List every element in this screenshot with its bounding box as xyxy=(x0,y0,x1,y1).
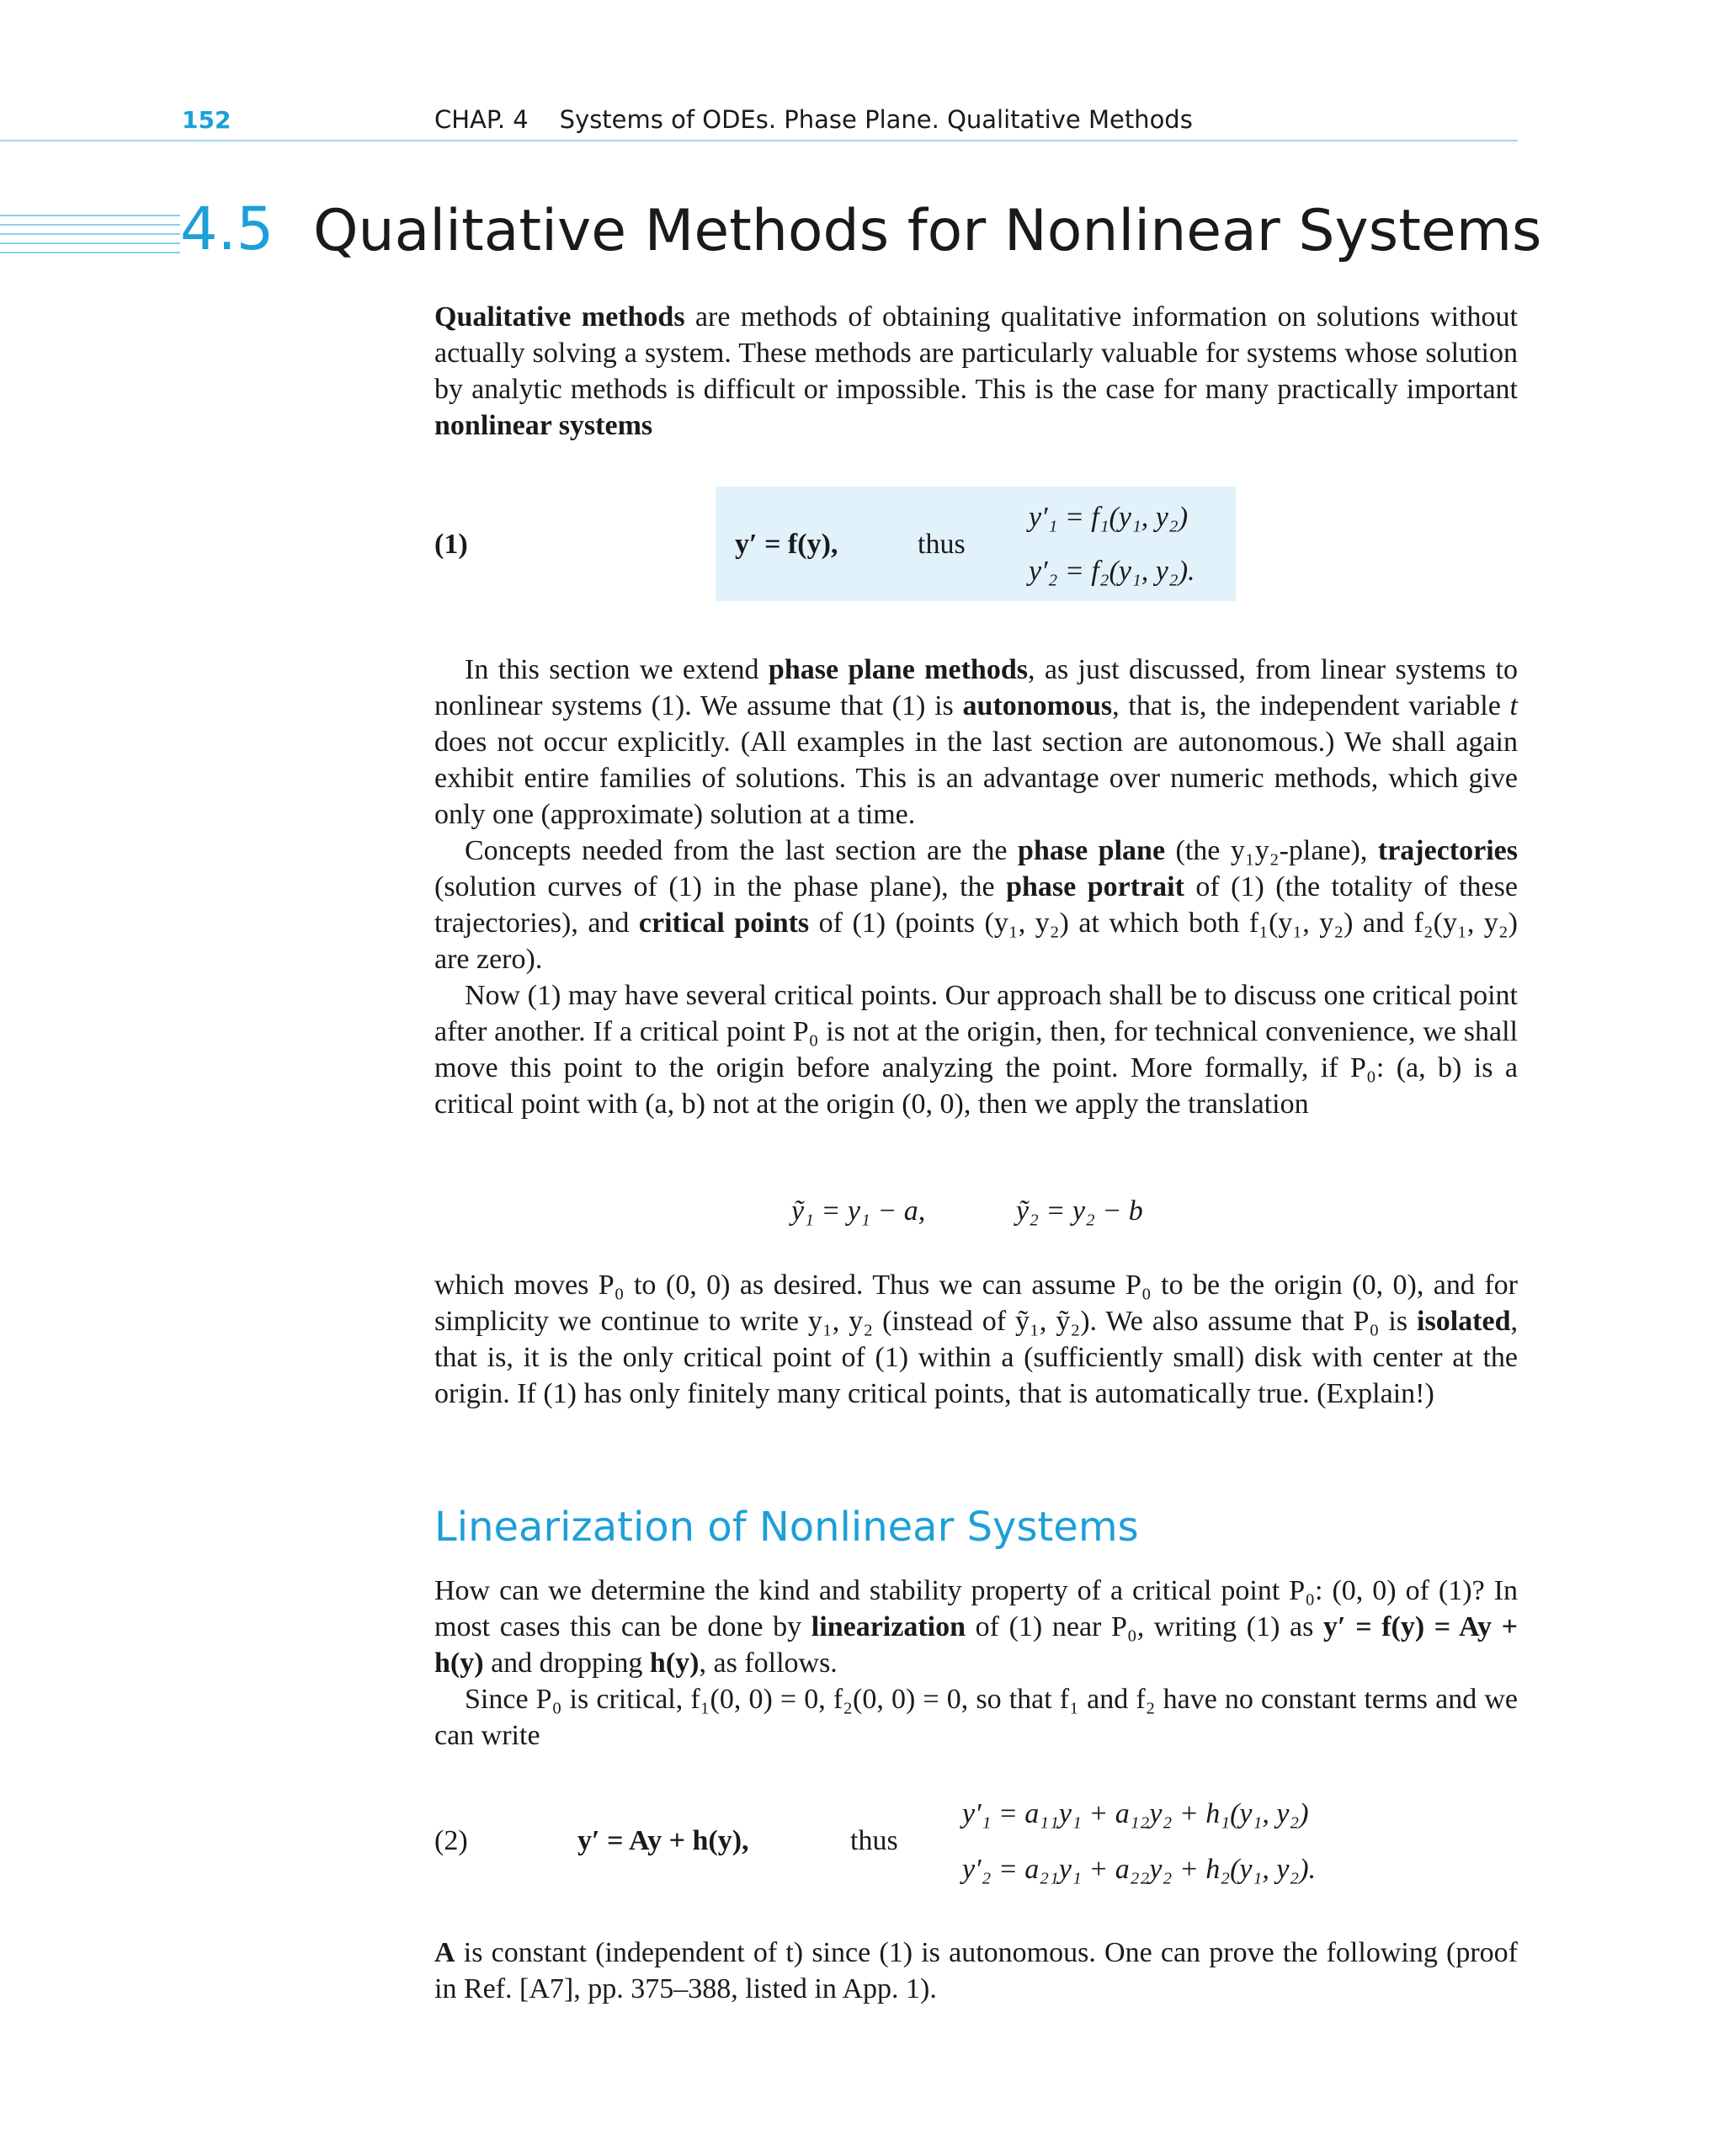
inline-h-y: h(y) xyxy=(649,1648,700,1679)
equation-1-component-1: y′₁ = f₁(y₁, y₂) xyxy=(1029,502,1189,533)
paragraph-phase-plane-methods xyxy=(434,652,1518,833)
p1-text-c: , that is, the independent variable xyxy=(1112,690,1510,721)
term-autonomous: autonomous xyxy=(962,690,1113,721)
intro-paragraph xyxy=(434,299,1518,444)
p1-text-a: In this section we extend xyxy=(465,654,769,685)
p2-text-d: of (1) (the totality of these trajectories), and xyxy=(434,871,1518,939)
term-trajectories: trajectories xyxy=(1377,835,1518,866)
p7-text: is constant (independent of t) since (1) is autonomous. One can prove the following (proof in Ref. [A7], pp. 375–388, listed in App. 1). xyxy=(434,1937,1518,2004)
p4-text-b: , that is, it is the only critical point of (1) within a (sufficiently small) disk with center at the origin. If (1) has only finitely many critical points, that is automatically true. (Explain!) xyxy=(434,1306,1518,1409)
p2-text-a: Concepts needed from the last section are the xyxy=(465,835,1019,866)
equation-1-vector: y′ = f(y), xyxy=(735,529,838,560)
inline-equation: y′ = f(y) = Ay + h(y) xyxy=(434,1611,1518,1679)
p5-text-c: and dropping xyxy=(483,1648,650,1679)
p2-text-c: (solution curves of (1) in the phase plane), the xyxy=(434,871,1007,902)
p2-text-e: of (1) (points (y₁, y₂) at which both f₁(y₁, y₂) and f₂(y₁, y₂) are zero). xyxy=(434,908,1519,975)
equation-2-label: (2) xyxy=(434,1825,468,1856)
section-title: Qualitative Methods for Nonlinear Systems xyxy=(313,198,1542,264)
section-number: 4.5 xyxy=(180,197,280,262)
term-nonlinear-systems: nonlinear systems xyxy=(434,410,653,441)
p2-text-b: (the y₁y₂-plane), xyxy=(1165,835,1378,866)
paragraph-concepts xyxy=(434,833,1518,977)
p5-text-d: , as follows. xyxy=(699,1648,838,1679)
term-phase-plane: phase plane xyxy=(1018,835,1166,866)
p1-text-d: does not occur explicitly. (All examples in the last section are autonomous.) We shall again exhibit entire families of solutions. This is an advantage over numeric methods, which give only one (approximate) solution at a time. xyxy=(434,727,1518,830)
equation-1-component-2: y′₂ = f₂(y₁, y₂). xyxy=(1029,556,1195,587)
paragraph-critical-point-translation: Now (1) may have several critical points. Our approach shall be to discuss one critical point after another. If a critical point P₀ is not at the origin, then, for technical convenience, we shall move this point to the origin before analyzing the point. More formally, if P₀: (a, b) is a critical point with (a, b) not at the origin (0, 0), then we apply the translation xyxy=(434,980,1518,1120)
term-phase-plane-methods: phase plane methods xyxy=(768,654,1028,685)
paragraph-linearization xyxy=(434,1573,1518,1681)
p5-text-a: How can we determine the kind and stability property of a critical point P₀: (0, 0) of (1)? In most cases this can be done by xyxy=(434,1575,1518,1642)
equation-1-label: (1) xyxy=(434,529,468,560)
page-number: 152 xyxy=(182,106,231,134)
header-rule xyxy=(0,140,1518,141)
paragraph-no-constant-terms: Since P₀ is critical, f₁(0, 0) = 0, f₂(0, 0) = 0, so that f₁ and f₂ have no constant terms and we can write xyxy=(434,1684,1518,1751)
equation-2-component-2: y′₂ = a₂₁y₁ + a₂₂y₂ + h₂(y₁, y₂). xyxy=(962,1854,1317,1885)
paragraph-a-constant xyxy=(434,1935,1518,2007)
running-header: CHAP. 4 Systems of ODEs. Phase Plane. Qualitative Methods xyxy=(434,105,1193,134)
p1-text-b: , as just discussed, from linear systems to nonlinear systems (1). We assume that (1) is xyxy=(434,654,1518,721)
paragraph-isolated xyxy=(434,1267,1518,1412)
intro-text: are methods of obtaining qualitative information on solutions without actually solving a system. These methods are particularly valuable for systems whose solution by analytic methods is difficult or impossible. This is the case for many practically important xyxy=(434,301,1518,405)
subsection-title: Linearization of Nonlinear Systems xyxy=(434,1504,1139,1551)
p5-text-b: of (1) near P₀, writing (1) as xyxy=(966,1611,1323,1642)
term-phase-portrait: phase portrait xyxy=(1006,871,1184,902)
equation-2-thus: thus xyxy=(850,1825,898,1856)
equation-2-component-1: y′₁ = a₁₁y₁ + a₁₂y₂ + h₁(y₁, y₂) xyxy=(962,1798,1309,1829)
term-linearization: linearization xyxy=(811,1611,966,1642)
p4-text-a: which moves P₀ to (0, 0) as desired. Thus we can assume P₀ to be the origin (0, 0), and for simplicity we continue to write y₁, y₂ (instead of ỹ₁, ỹ₂). We also assume that P₀ is xyxy=(434,1270,1518,1337)
matrix-a: A xyxy=(434,1937,455,1968)
term-critical-points: critical points xyxy=(638,908,810,939)
translation-equation-1: ỹ₁ = y₁ − a, xyxy=(791,1195,926,1227)
equation-1-thus: thus xyxy=(918,529,966,560)
variable-t: t xyxy=(1509,690,1518,721)
translation-equation-2: ỹ₂ = y₂ − b xyxy=(1016,1195,1143,1227)
equation-2-vector: y′ = Ay + h(y), xyxy=(577,1825,749,1856)
term-qualitative-methods: Qualitative methods xyxy=(434,301,685,333)
term-isolated: isolated xyxy=(1417,1306,1511,1337)
